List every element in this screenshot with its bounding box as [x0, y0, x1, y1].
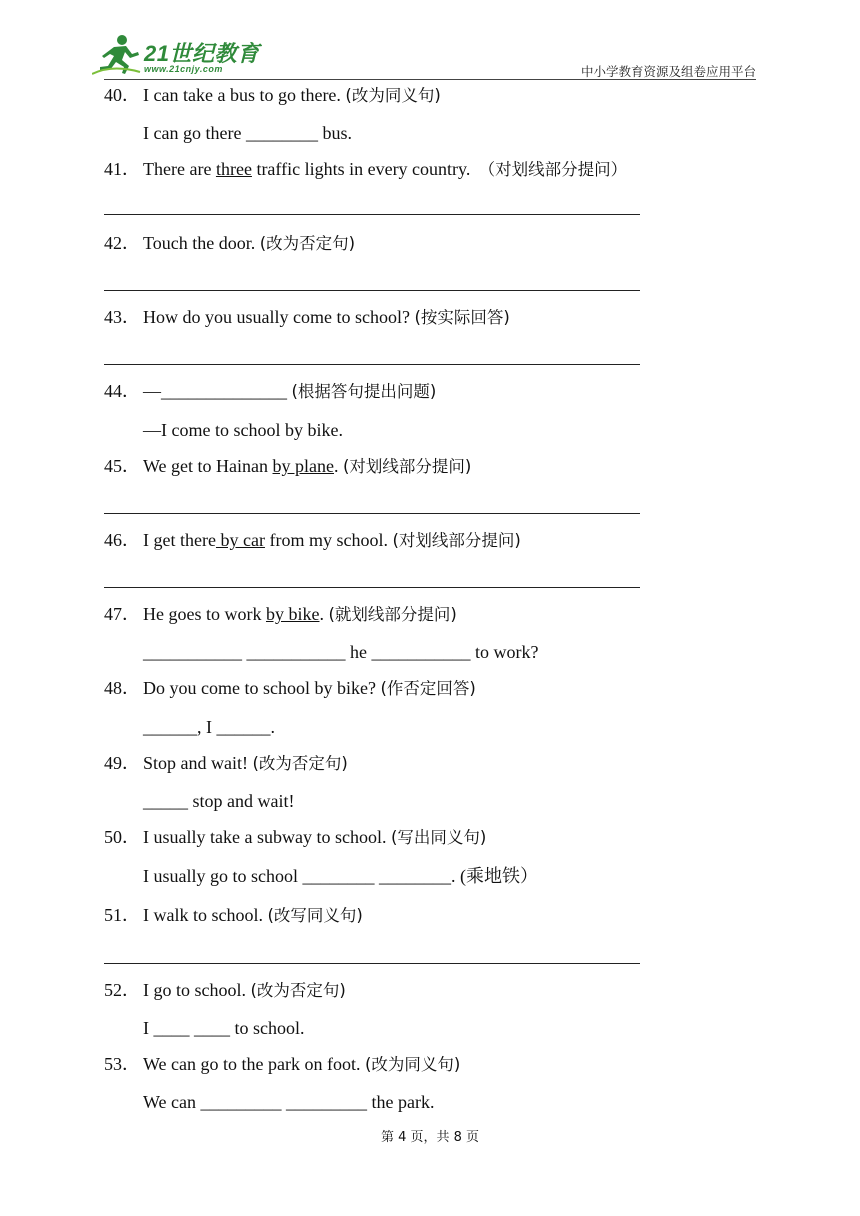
answer-48: ______, I ______.	[143, 717, 275, 737]
page-footer: 第 4 页，共 8 页	[380, 1130, 480, 1145]
answer-line-45	[104, 513, 640, 514]
question-49: 49． Stop and wait! (改为否定句)	[104, 753, 348, 773]
page-header	[0, 0, 860, 82]
question-46: 46． I get there by car from my school. (对划线部分提问)	[104, 530, 521, 550]
logo-url-text: www.21cnjy.com	[144, 64, 223, 74]
question-42: 42． Touch the door. (改为否定句)	[104, 233, 356, 253]
runner-logo-icon	[92, 34, 142, 76]
answer-line-42	[104, 290, 640, 291]
question-50: 50． I usually take a subway to school. (写出同义句)	[104, 827, 487, 847]
answer-53: We can _________ _________ the park.	[143, 1092, 435, 1112]
answer-line-43	[104, 364, 640, 365]
question-51: 51． I walk to school. (改写同义句)	[104, 905, 363, 925]
answer-line-51	[104, 963, 640, 964]
logo-brand-text: 21世纪教育	[144, 41, 260, 66]
answer-52: I ____ ____ to school.	[143, 1018, 305, 1038]
answer-50: I usually go to school ________ ________. (乘地铁）	[143, 866, 538, 886]
logo	[92, 34, 262, 78]
header-divider	[104, 79, 756, 80]
question-47: 47． He goes to work by bike. (就划线部分提问)	[104, 604, 457, 624]
answer-44: —I come to school by bike.	[143, 420, 343, 440]
answer-49: _____ stop and wait!	[143, 791, 295, 811]
question-43: 43． How do you usually come to school? (按实际回答)	[104, 307, 510, 327]
question-53: 53． We can go to the park on foot. (改为同义句)	[104, 1054, 461, 1074]
header-tagline: 中小学教育资源及组卷应用平台	[580, 64, 756, 79]
answer-40: I can go there ________ bus.	[143, 123, 352, 143]
question-40: 40． I can take a bus to go there. (改为同义句)	[104, 85, 441, 105]
question-41: 41． There are three traffic lights in every country. （对划线部分提问）	[104, 159, 628, 179]
question-52: 52． I go to school. (改为否定句)	[104, 980, 346, 1000]
question-48: 48． Do you come to school by bike? (作否定回答)	[104, 678, 476, 698]
question-45: 45． We get to Hainan by plane. (对划线部分提问)	[104, 456, 472, 476]
answer-line-46	[104, 587, 640, 588]
answer-line-41	[104, 214, 640, 215]
answer-47: ___________ ___________ he ___________ to work?	[143, 642, 539, 662]
question-44: 44． —______________ (根据答句提出问题)	[104, 381, 437, 401]
